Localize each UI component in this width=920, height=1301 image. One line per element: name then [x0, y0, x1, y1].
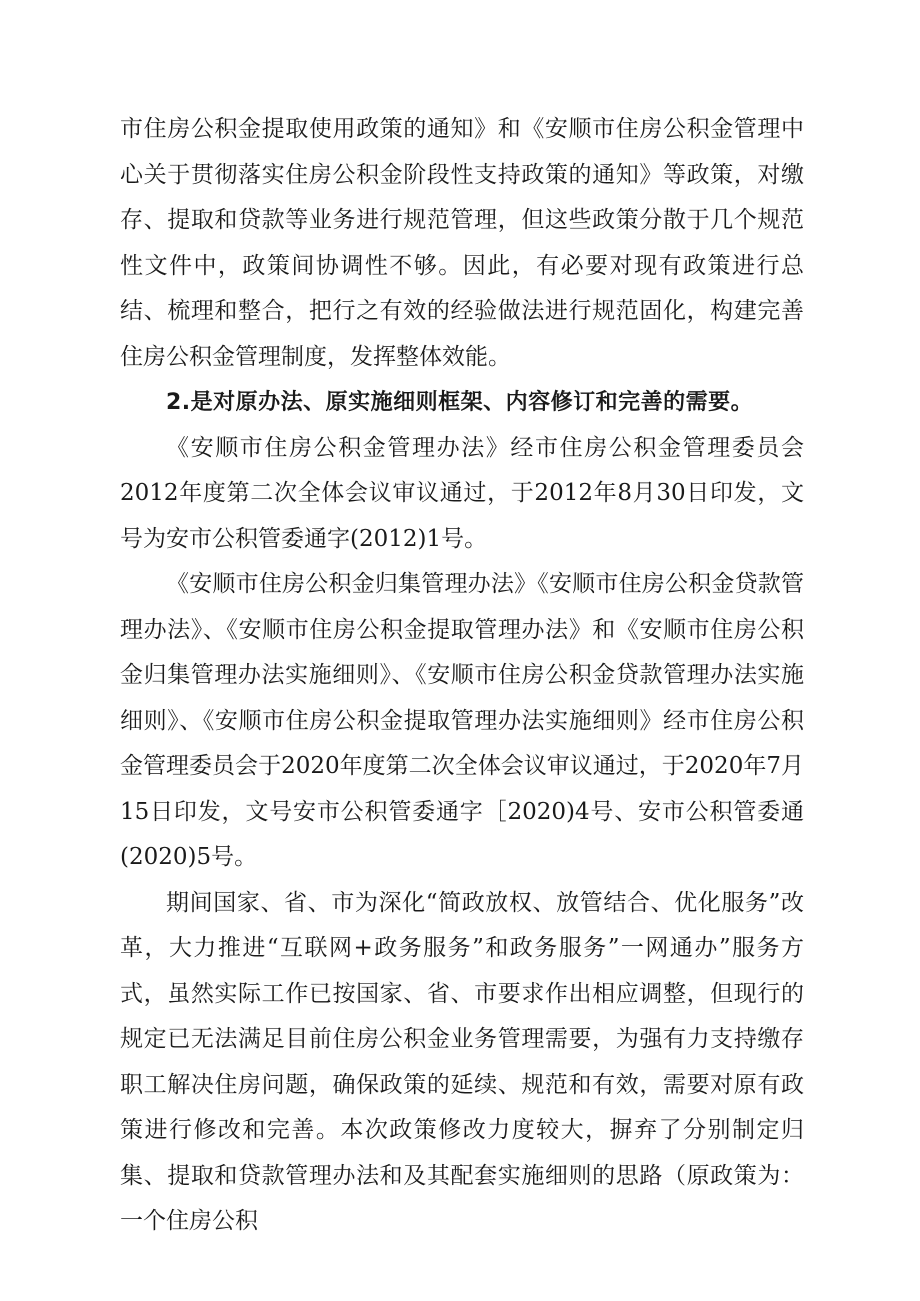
paragraph-management-measures: 《安顺市住房公积金管理办法》经市住房公积金管理委员会2012年度第二次全体会议审议通过，于2012年8月30日印发，文号为安市公积管委通字(2012)1号。	[120, 434, 804, 552]
paragraph-reform-background: 期间国家、省、市为深化“简政放权、放管结合、优化服务”改革，大力推进“互联网+政务服务”和政务服务”一网通办”服务方式，虽然实际工作已按国家、省、市要求作出相应调整，但现行的规定已无法满足目前住房公积金业务管理需要，为强有力支持缴存职工解决住房问题，确保政策的延续、规范和有效，需要对原有政策进行修改和完善。本次政策修改力度较大，摒弃了分别制定归集、提取和贷款管理办法和及其配套实施细则的思路（原政策为：一个住房公积	[120, 889, 804, 1234]
paragraph-implementation-rules: 《安顺市住房公积金归集管理办法》《安顺市住房公积金贷款管理办法》、《安顺市住房公积金提取管理办法》和《安顺市住房公积金归集管理办法实施细则》、《安顺市住房公积金贷款管理办法实施细则》、《安顺市住房公积金提取管理办法实施细则》经市住房公积金管理委员会于2020年度第二次全体会议审议通过，于2020年7月15日印发，文号安市公积管委通字［2020)4号、安市公积管委通(2020)5号。	[120, 571, 804, 870]
section-heading: 2.是对原办法、原实施细则框架、内容修订和完善的需要。	[166, 390, 754, 415]
document-page	[120, 107, 804, 1245]
paragraph-continuation: 市住房公积金提取使用政策的通知》和《安顺市住房公积金管理中心关于贯彻落实住房公积金阶段性支持政策的通知》等政策，对缴存、提取和贷款等业务进行规范管理，但这些政策分散于几个规范性文件中，政策间协调性不够。因此，有必要对现有政策进行总结、梳理和整合，把行之有效的经验做法进行规范固化，构建完善住房公积金管理制度，发挥整体效能。	[120, 116, 804, 370]
